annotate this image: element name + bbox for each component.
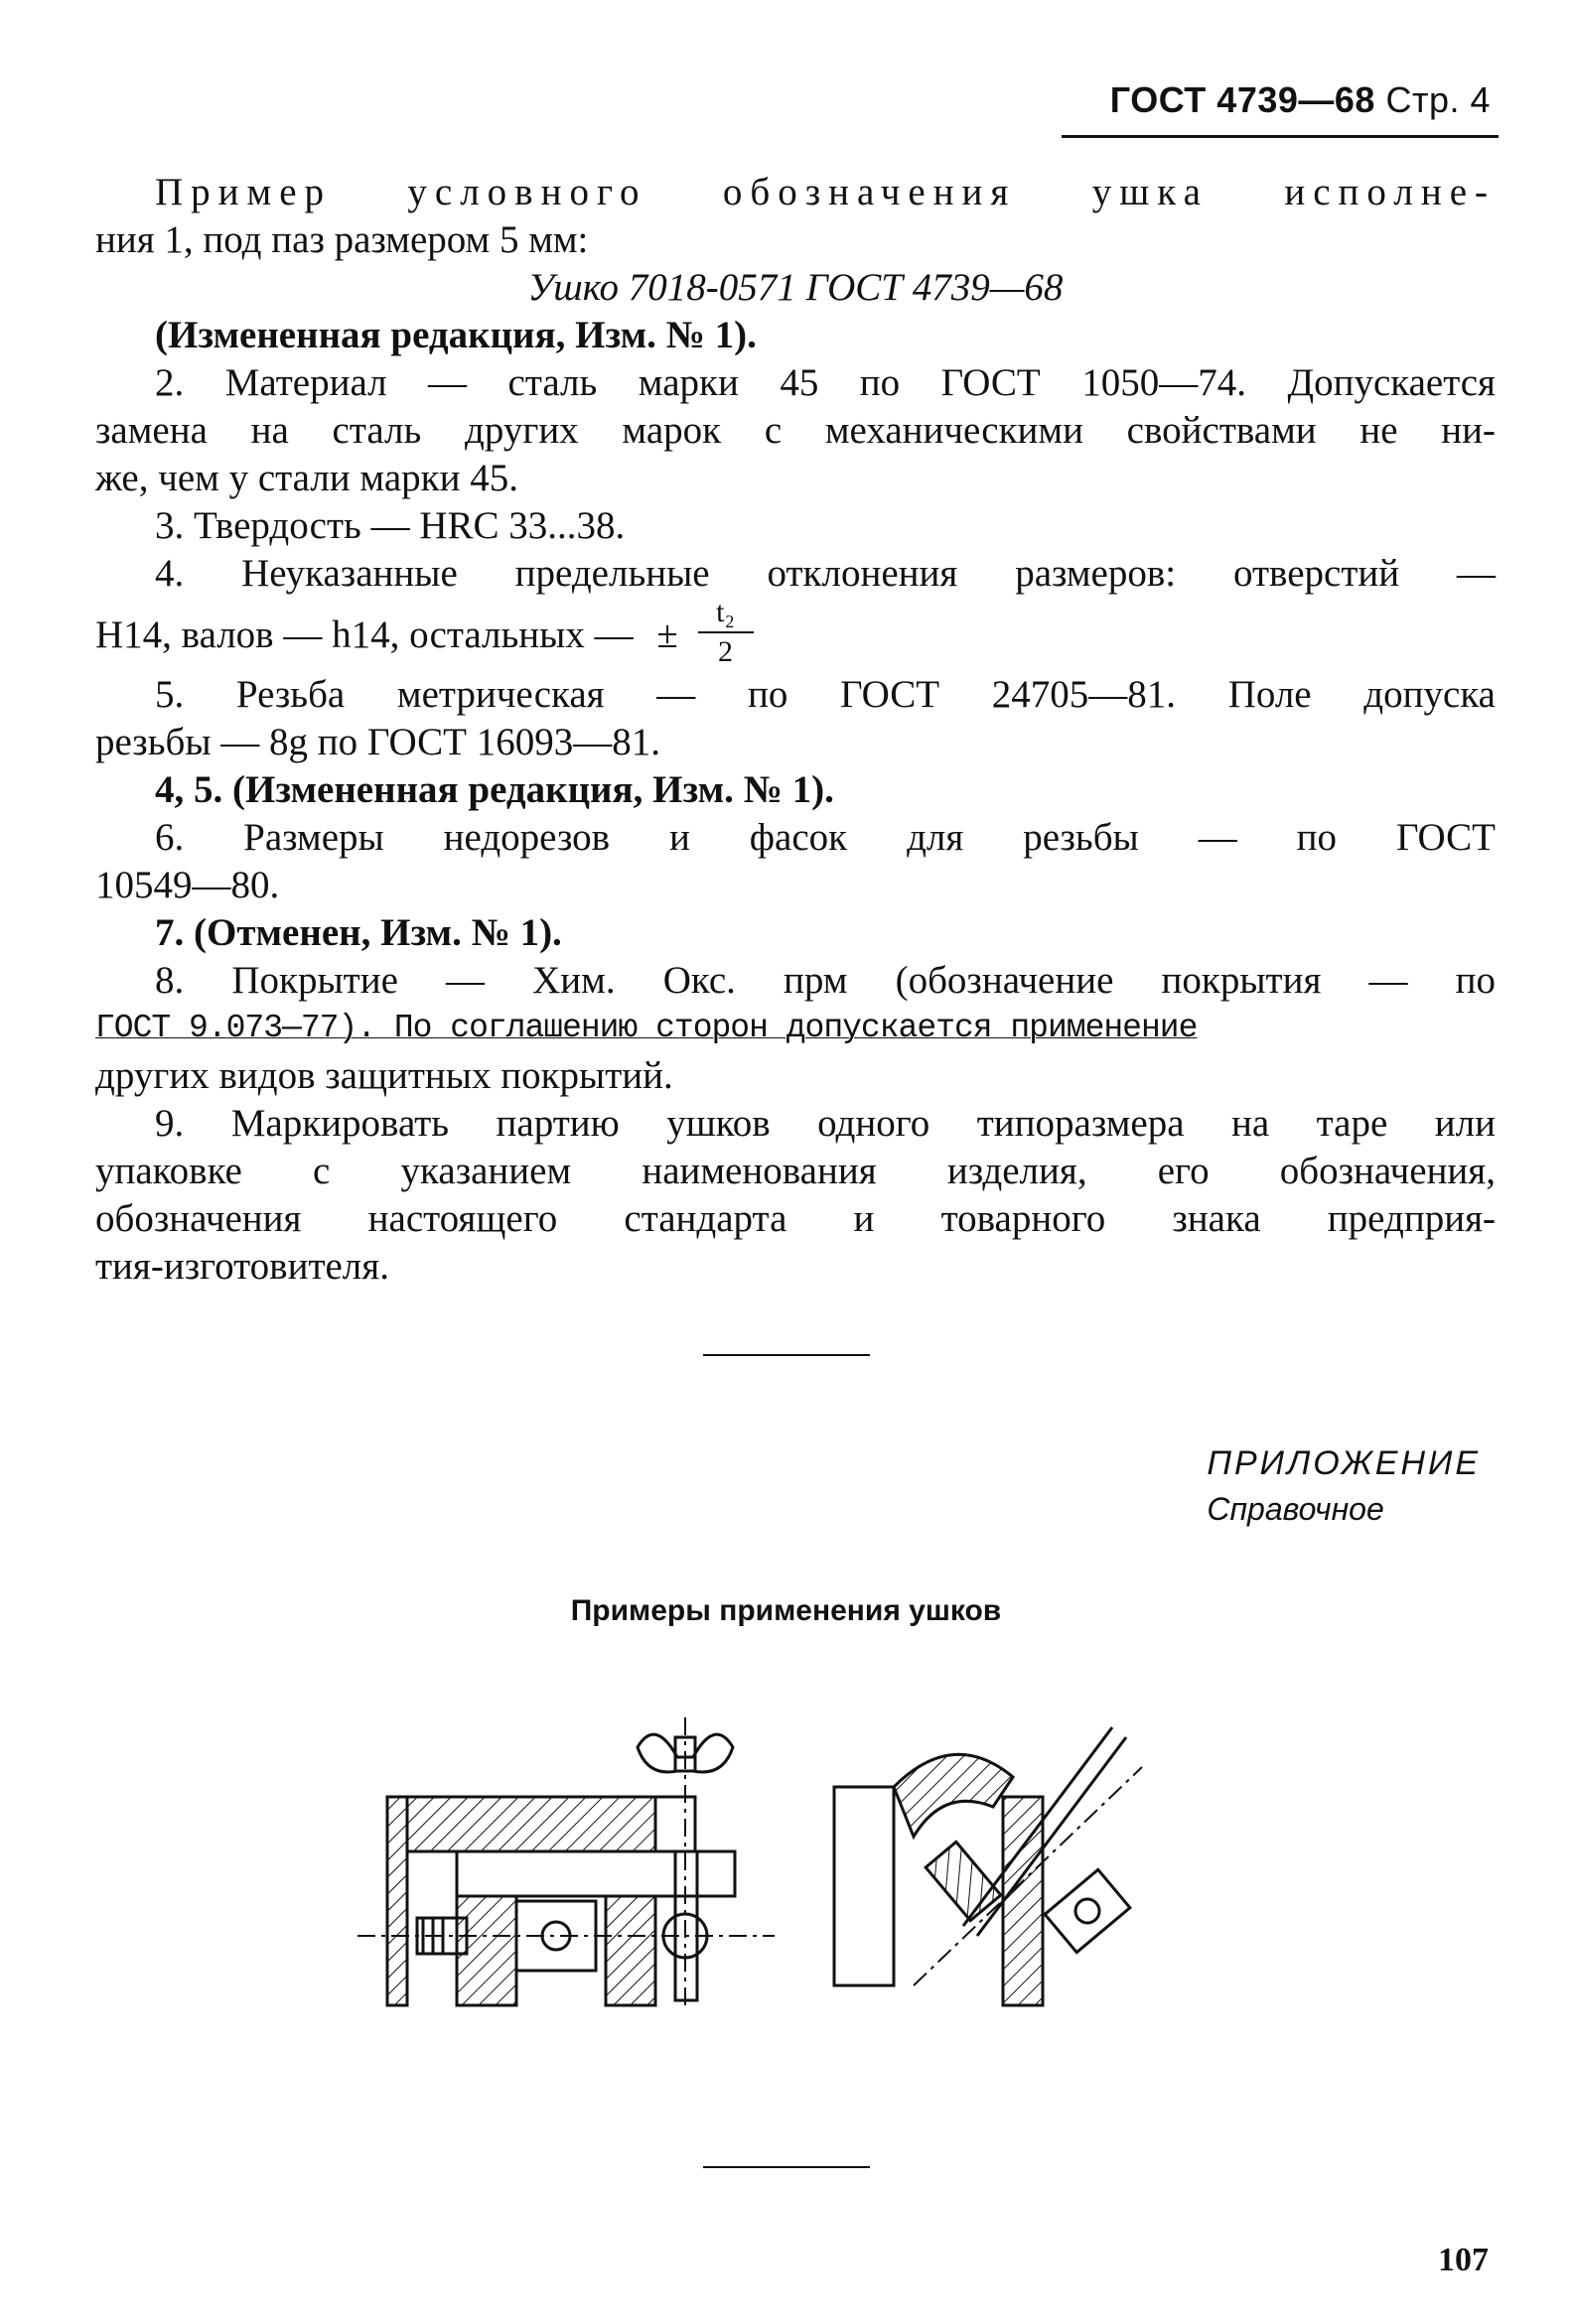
item-4-line-2: [95, 598, 1496, 671]
appendix-heading: [1207, 1444, 1481, 1528]
tolerance-fraction: [698, 598, 754, 667]
top-plate-section: [407, 1797, 655, 1851]
clamp-arm: [894, 1754, 1013, 1837]
nut-section: [926, 1842, 1001, 1920]
lower-block-right: [606, 1896, 655, 2005]
amendment-note-1: (Измененная редакция, Изм. № 1).: [155, 314, 757, 356]
appendix-subtitle: Справочное: [1207, 1491, 1384, 1527]
header-rule: [1062, 135, 1499, 138]
item-5-line-1: 5. Резьба метрическая — по ГОСТ 24705—81. Поле допуска: [155, 673, 1496, 716]
page-label: Стр. 4: [1385, 79, 1491, 120]
item-6-line-2: 10549—80.: [95, 864, 280, 906]
figure-title: Примеры применения ушков: [570, 1594, 1002, 1627]
item-9-line-1: 9. Маркировать партию ушков одного типоразмера на таре или: [155, 1102, 1496, 1145]
slot-body: [457, 1851, 735, 1896]
item-2-line-3: же, чем у стали марки 45.: [95, 457, 518, 499]
left-assembly-view: [357, 1717, 775, 2005]
item-2-line-1: 2. Материал — сталь марки 45 по ГОСТ 1050—74. Допускается: [155, 361, 1496, 404]
item-4-line-1: 4. Неуказанные предельные отклонения размеров: отверстий —: [155, 552, 1496, 595]
designation-example: Ушко 7018-0571 ГОСТ 4739—68: [527, 266, 1064, 309]
page-number: 107: [1438, 2242, 1489, 2278]
item-9-line-4: тия-изготовителя.: [95, 1245, 389, 1288]
inclined-eye-head: [1045, 1869, 1130, 1952]
item-9-line-3: обозначения настоящего стандарта и товарного знака предприя-: [95, 1197, 1496, 1240]
base-body: [834, 1787, 894, 1985]
item-9-line-2: упаковке с указанием наименования изделия, его обозначения,: [95, 1150, 1496, 1192]
item-4-text: H14, валов — h14, остальных —: [95, 614, 634, 656]
fraction-bar: [698, 631, 754, 633]
fraction-denominator: 2: [718, 635, 734, 668]
page-header: [1110, 79, 1491, 121]
standard-number: ГОСТ 4739—68: [1109, 79, 1375, 120]
amendment-note-45: 4, 5. (Измененная редакция, Изм. № 1).: [155, 768, 834, 811]
item-3: 3. Твердость — HRC 33...38.: [155, 504, 626, 547]
top-plate-end: [655, 1797, 695, 1851]
item-2-line-2: замена на сталь других марок с механическими свойствами не ни-: [95, 409, 1496, 452]
example-line-2: ния 1, под паз размером 5 мм:: [95, 218, 589, 261]
section-divider: [703, 1354, 870, 1356]
item-6-line-1: 6. Размеры недорезов и фасок для резьбы — по ГОСТ: [155, 816, 1496, 859]
drawing-svg: [357, 1688, 1251, 2065]
item-5-line-2: резьбы — 8g по ГОСТ 16093—81.: [95, 721, 660, 763]
item-8-line-3: других видов защитных покрытий.: [95, 1054, 673, 1097]
bottom-divider: [703, 2166, 870, 2168]
left-wall-section: [387, 1797, 407, 2005]
right-assembly-view: [834, 1727, 1142, 2005]
document-body: [95, 169, 1496, 1291]
inclined-eye-hole: [1075, 1899, 1099, 1923]
technical-drawing: [357, 1688, 1251, 2065]
item-7: 7. (Отменен, Изм. № 1).: [155, 911, 562, 954]
fraction-numerator: t₂: [716, 596, 735, 628]
item-8-line-1: 8. Покрытие — Хим. Окс. прм (обозначение покрытия — по: [155, 959, 1496, 1002]
item-8-line-2: ГОСТ 9.073—77). По соглашению сторон допускается применение: [95, 1010, 1198, 1046]
appendix-title: ПРИЛОЖЕНИЕ: [1207, 1444, 1481, 1482]
plus-minus-sign: ±: [656, 614, 678, 656]
example-line-1: Пример условного обозначения ушка исполне-: [155, 171, 1496, 213]
